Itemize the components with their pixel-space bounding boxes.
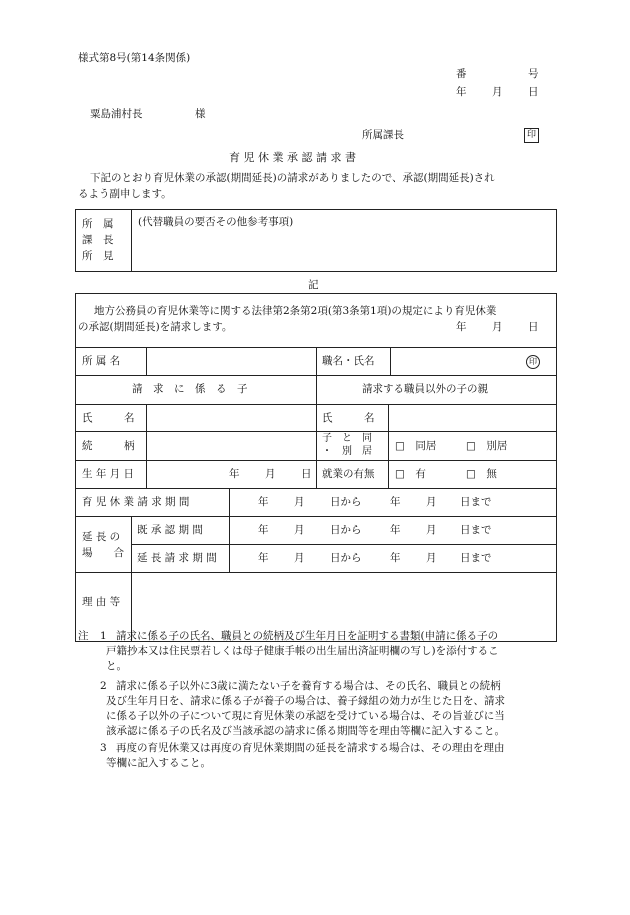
note-2-line-3: に係る子以外の子について現に育児休業の承認を受けている場合は、その旨並びに当 [106,710,505,722]
relation-label: 続 柄 [82,440,135,452]
cohabit-label-2: ・ 別 居 [322,446,372,457]
child-name-label: 氏 名 [82,412,135,424]
period-to-year: 年 [390,496,401,508]
vrule-d [146,404,147,488]
approved-from-day: 日から [330,524,362,536]
ext-from-year: 年 [258,552,269,564]
ext-to-day: 日まで [460,552,492,564]
rule-6 [75,488,557,489]
number-label: 番 [456,68,467,80]
approved-to-year: 年 [390,524,401,536]
cohabit-option-same[interactable]: □ 同居 [395,440,437,452]
note-2-number: 2 [100,680,107,692]
period-to-month: 月 [426,496,437,508]
vrule-f [229,488,230,572]
ki-heading: 記 [308,279,319,291]
note-2-line-1: 請求に係る子以外に3歳に満たない子を養育する場合は、その氏名、職員との続柄 [116,680,501,692]
note-1-number: 1 [100,630,107,642]
vrule-e [388,404,389,488]
addressee: 粟島浦村長 [90,108,143,120]
affiliation-label: 所 属 名 [82,355,121,367]
approved-from-month: 月 [294,524,305,536]
ext-to-month: 月 [426,552,437,564]
birth-day: 日 [301,468,312,480]
period-from-day: 日から [330,496,362,508]
ext-from-day: 日から [330,552,362,564]
vrule-b [316,347,317,488]
section-chief-label: 所属課長 [362,129,404,141]
reason-label: 理 由 等 [82,596,121,608]
addressee-honorific: 様 [195,108,206,120]
note-1-line-3: と。 [106,660,127,672]
cohabit-label-1: 子 と 同 [322,433,372,444]
parent-header: 請求する職員以外の子の親 [362,383,488,395]
applicant-seal: 印 [526,355,540,369]
note-3-line-2: 等欄に記入すること。 [106,757,211,769]
opinion-label-1: 所 属 [82,218,114,230]
rule-7 [75,516,557,517]
parent-name-label: 氏 名 [322,412,375,424]
note-2-line-2: 及び生年月日を、請求に係る子が養子の場合は、養子縁組の効力が生じた日を、請求 [106,695,505,707]
position-name-label: 職名・氏名 [322,355,375,367]
note-1-line-2: 戸籍抄本又は住民票若しくは母子健康手帳の出生届出済証明欄の写し)を添付するこ [106,645,499,657]
approved-period-label: 既 承 認 期 間 [137,524,203,536]
form-number: 様式第8号(第14条関係) [78,52,191,64]
approved-to-month: 月 [426,524,437,536]
note-1-line-1: 請求に係る子の氏名、職員との続柄及び生年月日を証明する書類(申請に係る子の [116,630,499,642]
rule-9 [75,572,557,573]
intro-line-1: 下記のとおり育児休業の承認(期間延長)の請求がありましたので、承認(期間延長)され [90,172,495,184]
date-month: 月 [492,86,503,98]
request-statement-1: 地方公務員の育児休業等に関する法律第2条第2項(第3条第1項)の規定により育児休業 [94,305,497,317]
intro-line-2: るよう副申します。 [78,188,172,200]
child-header: 請 求 に 係 る 子 [132,383,248,395]
request-statement-2: の承認(期間延長)を請求します。 [78,321,233,333]
period-to-day: 日まで [460,496,492,508]
document-title: 育 児 休 業 承 認 請 求 書 [229,151,356,164]
vrule-g [131,516,132,642]
cohabit-option-separate[interactable]: □ 別居 [466,440,508,452]
notes-head: 注 [78,630,89,642]
opinion-divider [131,209,132,272]
note-2-line-4: 該承認に係る子の氏名及び当該承認の請求に係る期間等を理由等欄に記入すること。 [106,725,505,737]
request-date-day: 日 [528,321,539,333]
approved-to-day: 日まで [460,524,492,536]
period-from-month: 月 [294,496,305,508]
opinion-label-2: 課 長 [82,234,114,246]
note-3-line-1: 再度の育児休業又は再度の育児休業期間の延長を請求する場合は、その理由を理由 [116,742,505,754]
extension-label-2: 場 合 [82,547,124,559]
employment-label: 就業の有無 [322,468,375,480]
employment-option-yes[interactable]: □ 有 [395,468,426,480]
birth-month: 月 [265,468,276,480]
period-label: 育 児 休 業 請 求 期 間 [82,496,190,508]
date-day: 日 [528,86,539,98]
vrule-c [390,347,391,375]
ext-from-month: 月 [294,552,305,564]
seal-mark: 印 [524,128,539,143]
note-3-number: 3 [100,742,107,754]
extension-label-1: 延 長 の [82,531,121,543]
ext-to-year: 年 [390,552,401,564]
extension-request-label: 延 長 請 求 期 間 [137,552,217,564]
period-from-year: 年 [258,496,269,508]
request-date-month: 月 [492,321,503,333]
opinion-note: (代替職員の要否その他参考事項) [138,216,294,228]
employment-option-no[interactable]: □ 無 [466,468,497,480]
vrule-a [146,347,147,375]
opinion-label-3: 所 見 [82,250,114,262]
birthdate-label: 生 年 月 日 [82,468,135,480]
birth-year: 年 [229,468,240,480]
approved-from-year: 年 [258,524,269,536]
request-date-year: 年 [456,321,467,333]
number-suffix: 号 [528,68,539,80]
rule-8 [131,544,557,545]
date-year: 年 [456,86,467,98]
